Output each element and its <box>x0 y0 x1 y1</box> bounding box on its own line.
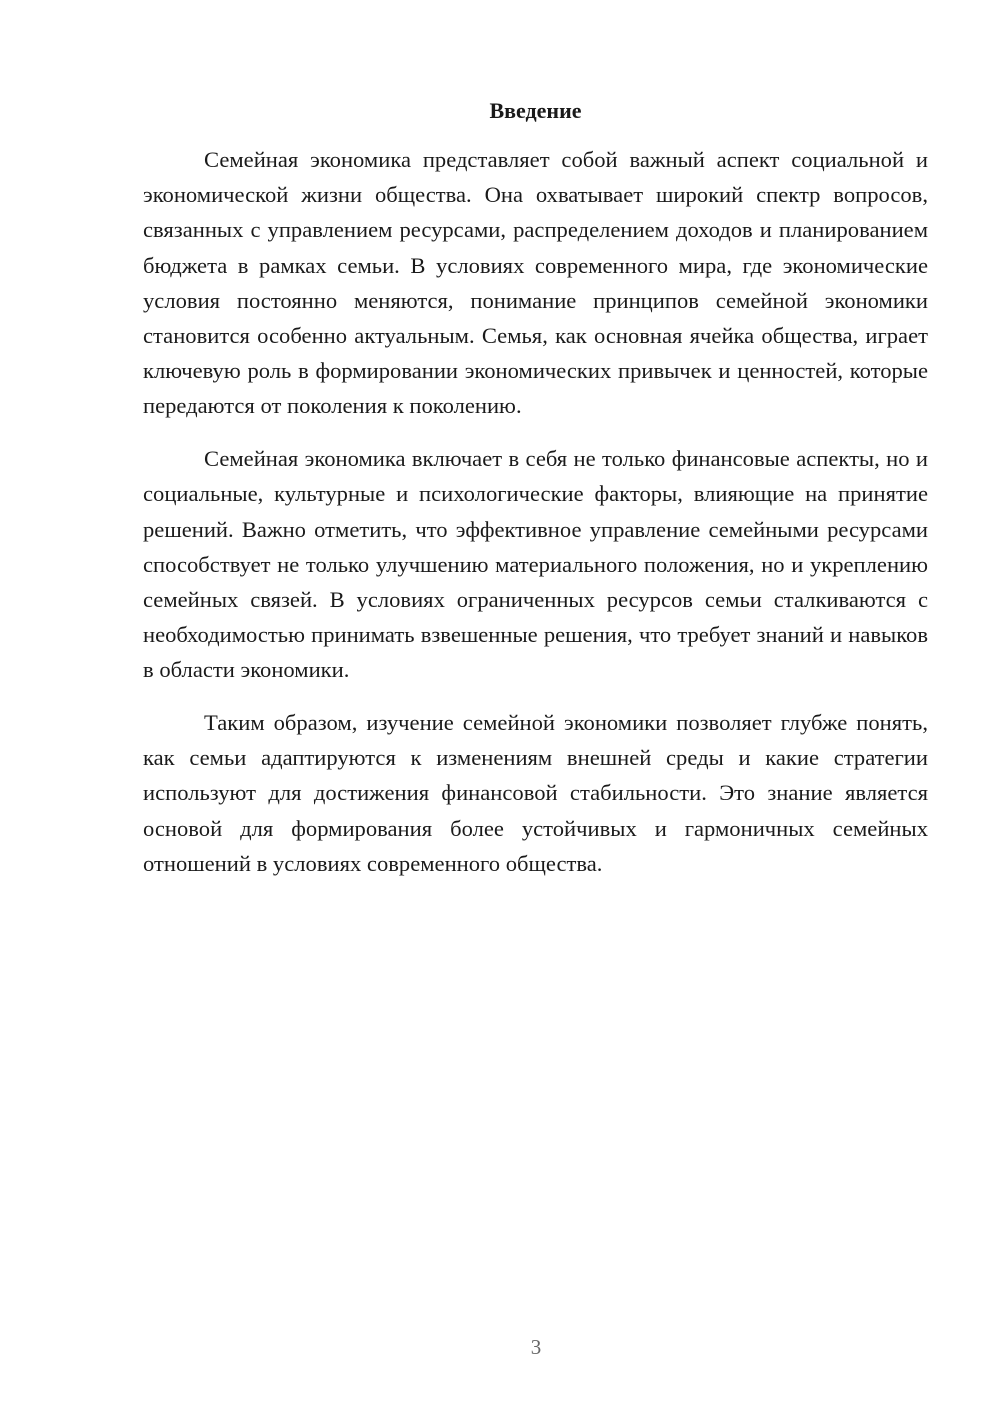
paragraph-2: Семейная экономика включает в себя не только финансовые аспекты, но и социальные, культурные и психологические факторы, влияющие на принятие решений. Важно отметить, что эффективное управление семейными ресурсами способствует не только улучшению материального положения, но и укреплению семейных связей. В условиях ограниченных ресурсов семьи сталкиваются с необходимостью принимать взвешенные решения, что требует знаний и навыков в области экономики. <box>143 446 928 683</box>
paragraph-3: Таким образом, изучение семейной экономики позволяет глубже понять, как семьи адаптируются к изменениям внешней среды и какие стратегии используют для достижения финансовой стабильности. Это знание является основой для формирования более устойчивых и гармоничных семейных отношений в условиях современного общества. <box>143 710 928 876</box>
section-heading: Введение <box>489 98 582 123</box>
page-number: 3 <box>530 1335 542 1359</box>
body-text <box>143 142 928 899</box>
paragraph-1: Семейная экономика представляет собой важный аспект социальной и экономической жизни общества. Она охватывает широкий спектр вопросов, связанных с управлением ресурсами, распределением доходов и планированием бюджета в рамках семьи. В условиях современного мира, где экономические условия постоянно меняются, понимание принципов семейной экономики становится особенно актуальным. Семья, как основная ячейка общества, играет ключевую роль в формировании экономических привычек и ценностей, которые передаются от поколения к поколению. <box>143 147 928 419</box>
